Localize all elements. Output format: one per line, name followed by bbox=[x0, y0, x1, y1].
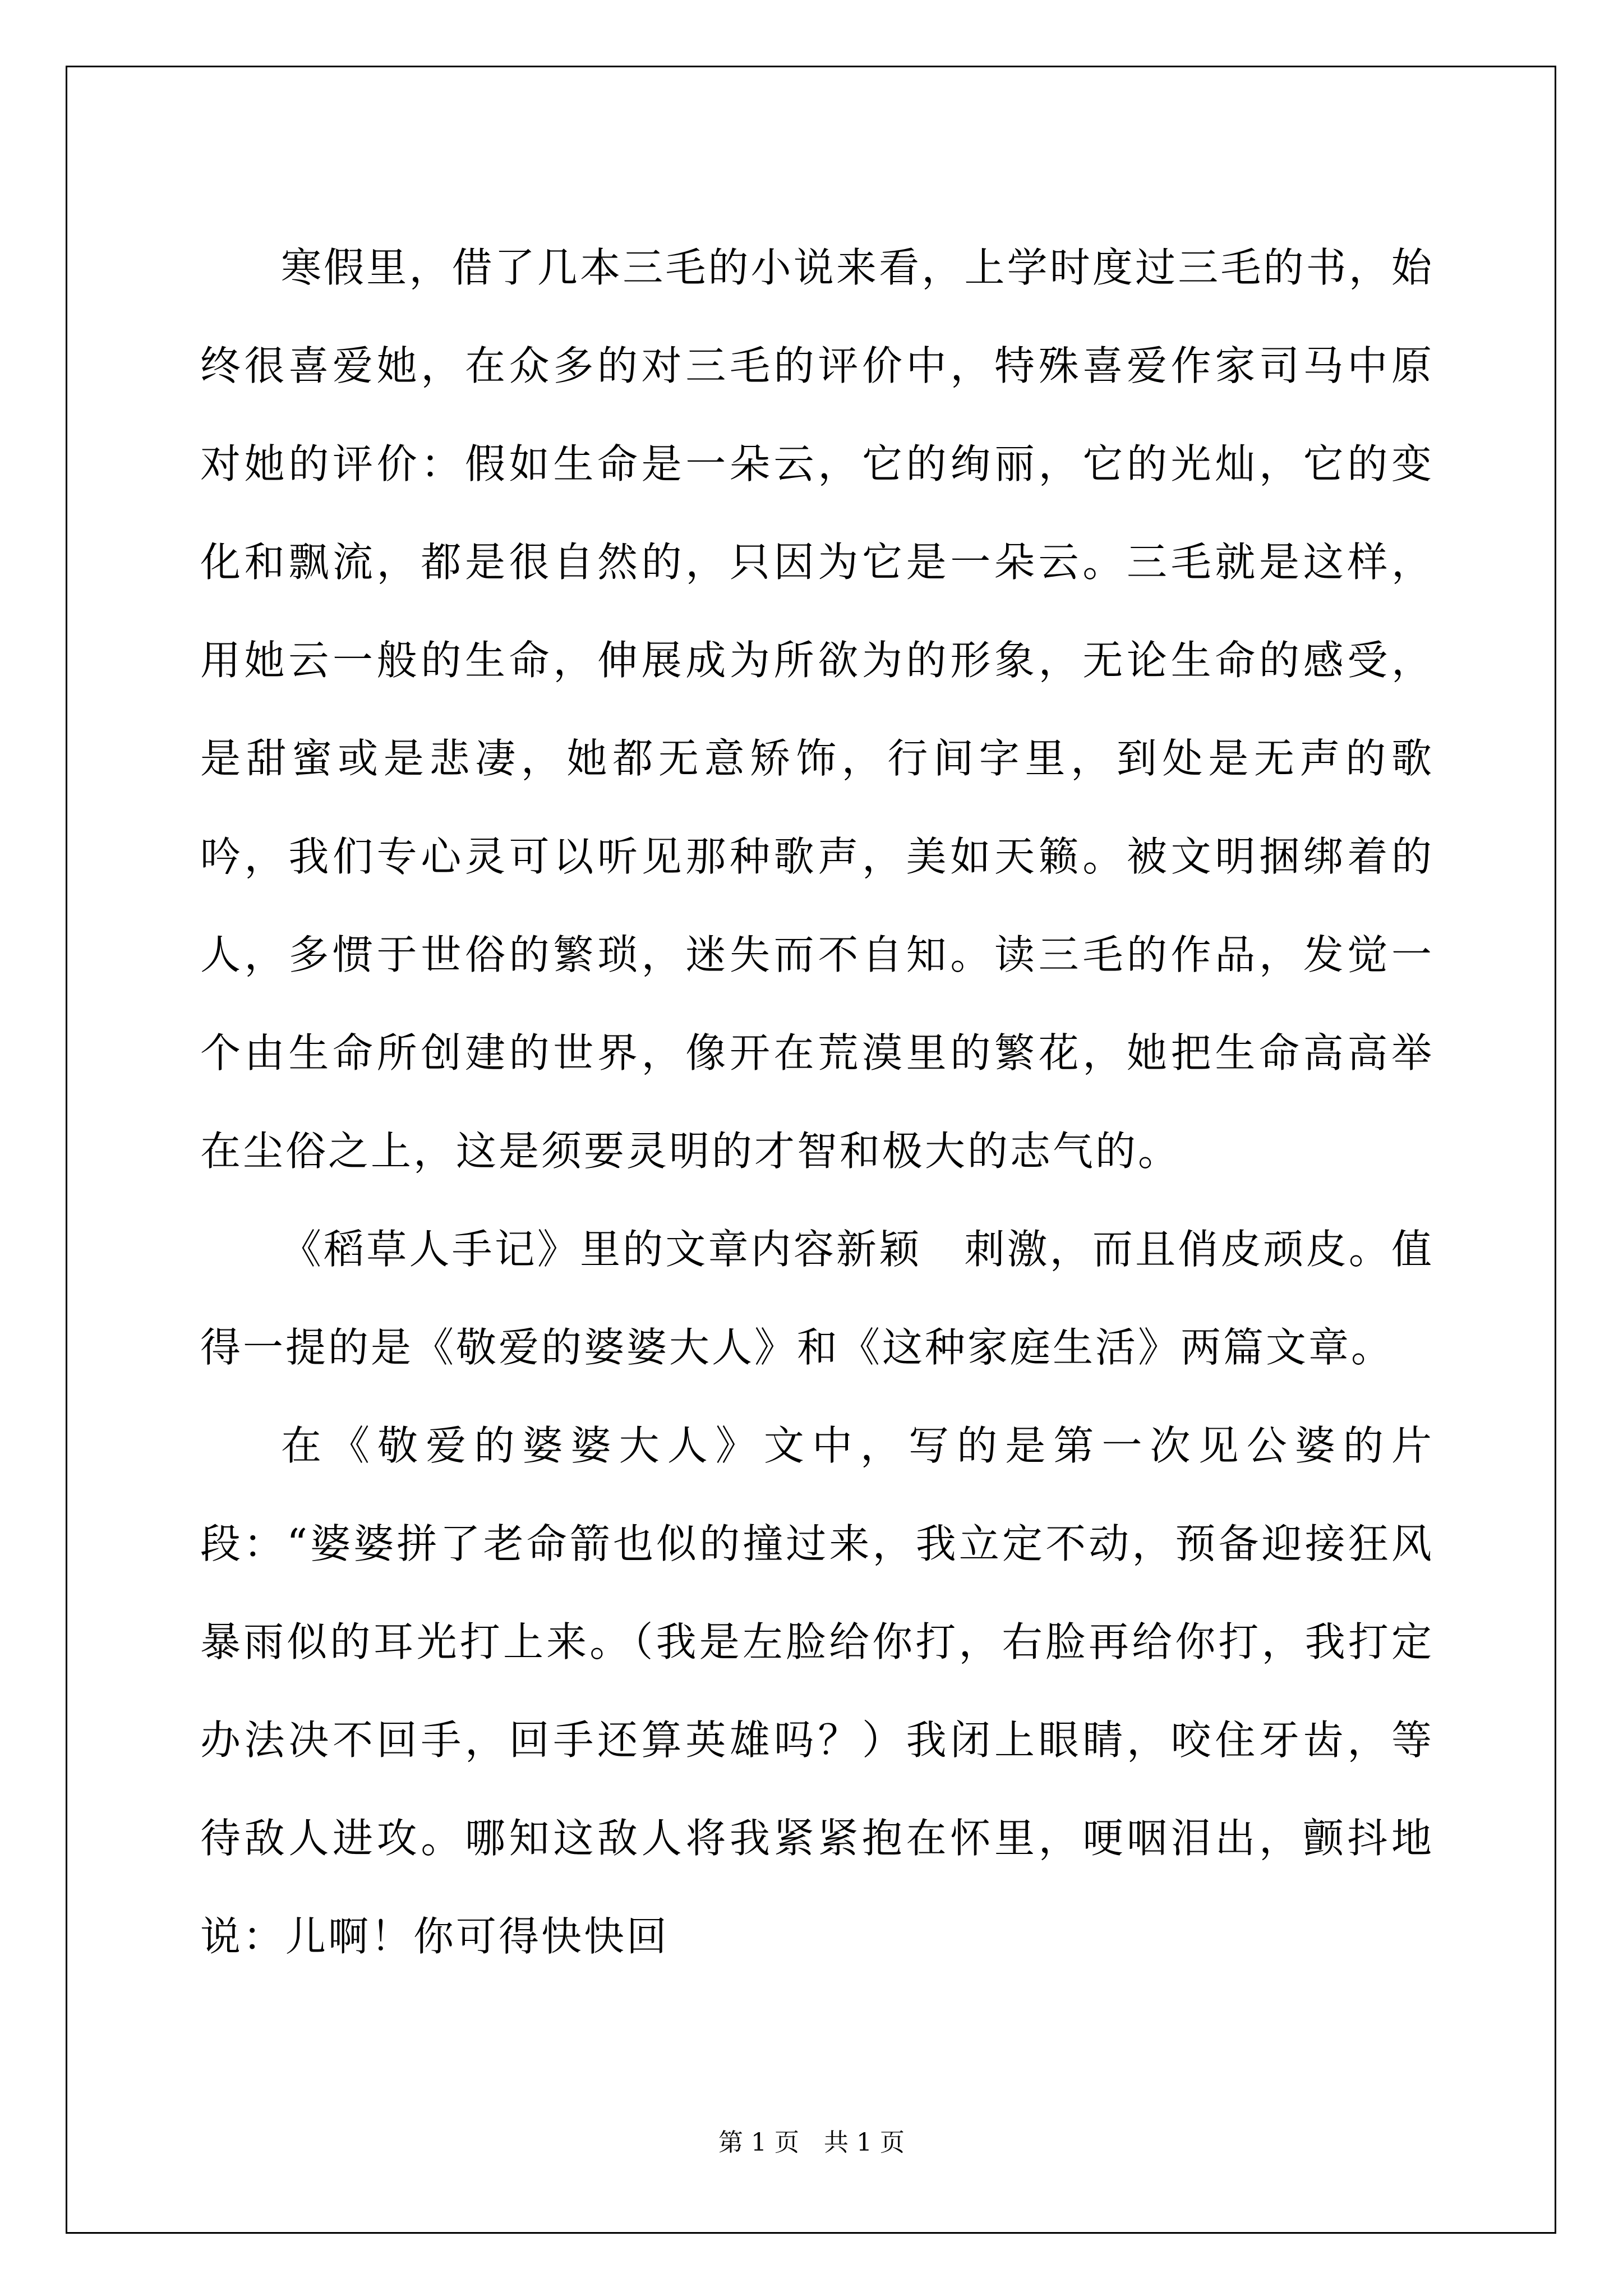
paragraph-3: 在《敬爱的婆婆大人》文中，写的是第一次见公婆的片段：“婆婆拼了老命箭也似的撞过来，我立定不动，预备迎接狂风暴雨似的耳光打上来。（我是左脸给你打，右脸再给你打，我打定办法决不回手，回手还算英雄吗？）我闭上眼睛，咬住牙齿，等待敌人进攻。哪知这敌人将我紧紧抱在怀里，哽咽泪出，颤抖地说：儿啊！你可得快快回 bbox=[200, 1422, 1434, 1960]
document-body bbox=[200, 219, 1434, 1986]
page-footer: 第 1 页 共 1 页 bbox=[718, 2128, 905, 2157]
paragraph-2: 《稻草人手记》里的文章内容新颖 刺激，而且俏皮顽皮。值得一提的是《敬爱的婆婆大人》和《这种家庭生活》两篇文章。 bbox=[200, 1226, 1434, 1371]
paragraph-1: 寒假里，借了几本三毛的小说来看，上学时度过三毛的书，始终很喜爱她，在众多的对三毛的评价中，特殊喜爱作家司马中原对她的评价：假如生命是一朵云，它的绚丽，它的光灿，它的变化和飘流，都是很自然的，只因为它是一朵云。三毛就是这样，用她云一般的生命，伸展成为所欲为的形象，无论生命的感受，是甜蜜或是悲凄，她都无意矫饰，行间字里，到处是无声的歌吟，我们专心灵可以听见那种歌声，美如天籁。被文明捆绑着的人，多惯于世俗的繁琐，迷失而不自知。读三毛的作品，发觉一个由生命所创建的世界，像开在荒漠里的繁花，她把生命高高举在尘俗之上，这是须要灵明的才智和极大的志气的。 bbox=[200, 244, 1434, 1175]
